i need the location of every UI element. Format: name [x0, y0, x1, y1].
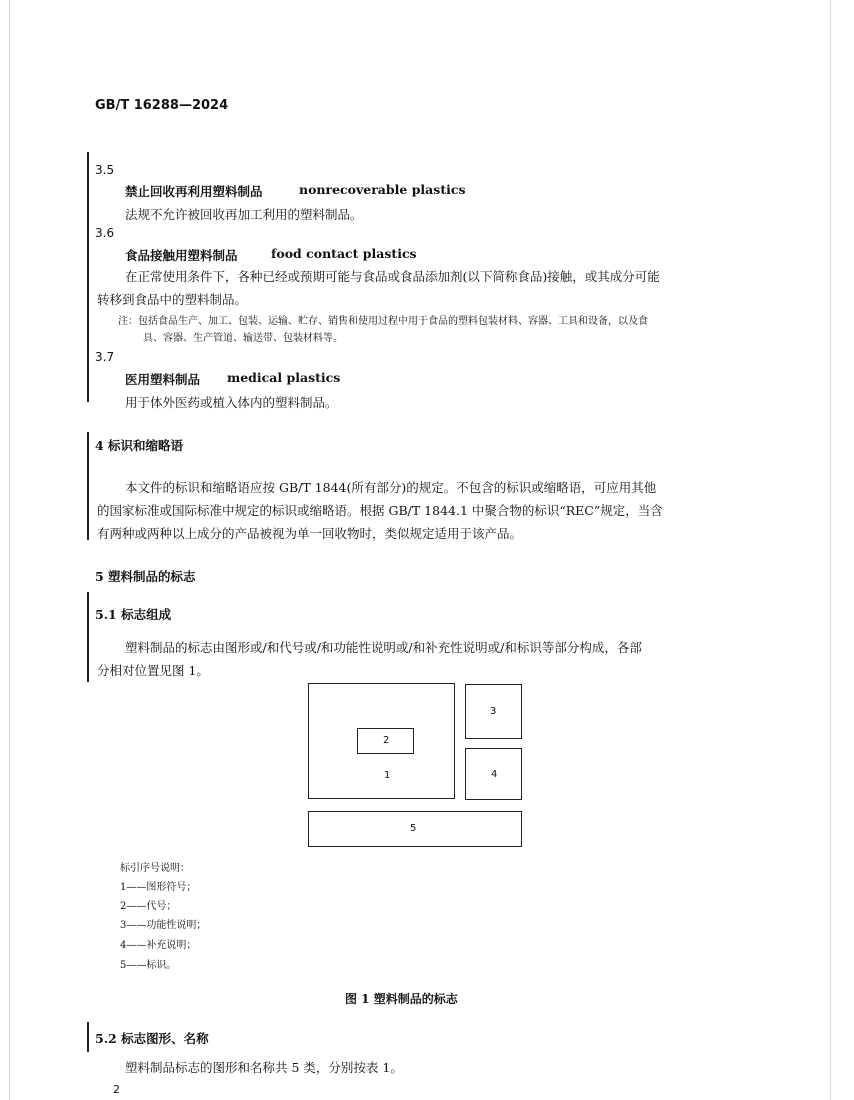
- revision-bar: [87, 432, 89, 540]
- note-3-6-line2: 具、容器、生产管道、输送带、包装材料等。: [143, 333, 343, 344]
- section-5-1-paragraph-line1: 塑料制品的标志由图形或/和代号或/和功能性说明或/和补充性说明或/和标识等部分构成，各部: [125, 640, 642, 655]
- term-cn-3-5: 禁止回收再利用塑料制品: [125, 184, 263, 199]
- section-5-title: 5 塑料制品的标志: [95, 569, 196, 584]
- legend-item-4: 4——补充说明；: [120, 940, 197, 951]
- legend-item-2: 2——代号；: [120, 901, 177, 912]
- section-4-paragraph-line1: 本文件的标识和缩略语应按 GB/T 1844(所有部分)的规定。不包含的标识或缩略语，可应用其他: [125, 480, 657, 495]
- clause-number-3-7: 3.7: [95, 350, 115, 364]
- section-5-1-title: 5.1 标志组成: [95, 607, 172, 622]
- section-4-paragraph-line3: 有两种或两种以上成分的产品被视为单一回收物时，类似规定适用于该产品。: [97, 526, 523, 541]
- legend-item-1: 1——图形符号；: [120, 882, 197, 893]
- figure-label-2: 2: [383, 735, 390, 746]
- legend-title: 标引序号说明：: [120, 863, 190, 874]
- legend-item-5: 5——标识。: [120, 960, 177, 971]
- page-edge-left: [9, 0, 10, 1100]
- revision-bar: [87, 1022, 89, 1052]
- section-4-title: 4 标识和缩略语: [95, 438, 184, 453]
- legend-item-3: 3——功能性说明；: [120, 920, 207, 931]
- definition-3-6-line2: 转移到食品中的塑料制品。: [97, 292, 248, 307]
- definition-3-6-line1: 在正常使用条件下，各种已经或预期可能与食品或食品添加剂(以下简称食品)接触，或其成分可能: [125, 269, 660, 284]
- clause-number-3-6: 3.6: [95, 226, 115, 240]
- note-3-6-line1: 注：包括食品生产、加工、包装、运输、贮存、销售和使用过程中用于食品的塑料包装材料、容器、工具和设备，以及食: [118, 316, 648, 327]
- definition-3-5: 法规不允许被回收再加工利用的塑料制品。: [125, 207, 363, 222]
- term-en-3-5: nonrecoverable plastics: [299, 182, 466, 197]
- term-en-3-6: food contact plastics: [271, 246, 417, 261]
- page-number: 2: [113, 1083, 120, 1096]
- term-en-3-7: medical plastics: [227, 370, 341, 385]
- revision-bar: [87, 592, 89, 682]
- section-5-2-paragraph: 塑料制品标志的图形和名称共 5 类，分别按表 1。: [125, 1060, 403, 1075]
- page-edge-right: [830, 0, 831, 1100]
- term-cn-3-7: 医用塑料制品: [125, 372, 201, 387]
- figure-label-1: 1: [384, 770, 391, 781]
- section-5-1-paragraph-line2: 分相对位置见图 1。: [97, 663, 209, 678]
- figure-label-4: 4: [491, 769, 498, 780]
- clause-number-3-5: 3.5: [95, 163, 115, 177]
- section-4-paragraph-line2: 的国家标准或国际标准中规定的标识或缩略语。根据 GB/T 1844.1 中聚合物的标识“REC”规定，当含: [97, 503, 663, 518]
- figure-caption: 图 1 塑料制品的标志: [345, 992, 458, 1006]
- figure-label-3: 3: [490, 706, 497, 717]
- figure-label-5: 5: [410, 823, 417, 834]
- standard-number: GB/T 16288—2024: [95, 98, 229, 113]
- definition-3-7: 用于体外医药或植入体内的塑料制品。: [125, 395, 338, 410]
- section-5-2-title: 5.2 标志图形、名称: [95, 1031, 209, 1046]
- revision-bar: [87, 152, 89, 402]
- term-cn-3-6: 食品接触用塑料制品: [125, 248, 238, 263]
